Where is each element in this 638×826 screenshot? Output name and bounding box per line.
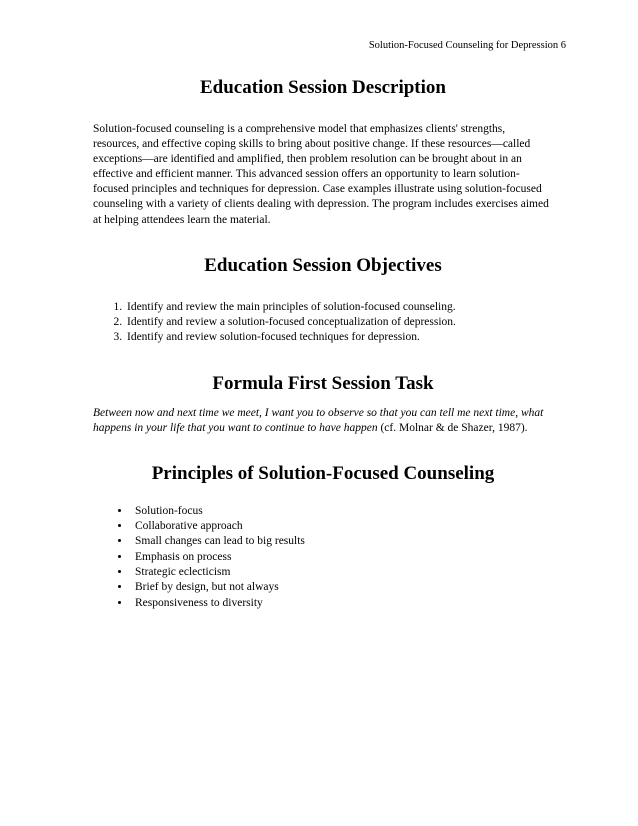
objective-item: 2. Identify and review a solution-focused conceptualization of depression. <box>125 315 553 330</box>
task-instruction: Between now and next time we meet, I want you to observe so that you can tell me next time, what happens in your life that you want to continue to have happen <box>93 406 544 434</box>
principles-list <box>93 504 553 611</box>
section-title-description: Education Session Description <box>200 77 446 98</box>
section-title-task: Formula First Session Task <box>212 372 434 394</box>
principle-item: • Responsiveness to diversity <box>131 596 553 611</box>
principle-item: • Strategic eclecticism <box>131 565 553 580</box>
running-head: Solution-Focused Counseling for Depression 6 <box>368 40 566 51</box>
section-title-objectives: Education Session Objectives <box>204 254 442 276</box>
objectives-list <box>93 300 553 346</box>
principle-item: • Collaborative approach <box>131 519 553 534</box>
task-citation: (cf. Molnar & de Shazer, 1987). <box>377 421 528 434</box>
objective-item: 3. Identify and review solution-focused techniques for depression. <box>125 330 553 345</box>
description-paragraph: Solution-focused counseling is a comprehensive model that emphasizes clients' strengths, resources, and effective coping skills to bring about positive change. If these resources—called exceptions—are identified and amplified, then problem resolution can be brought about in an effective and efficient manner. This advanced session offers an opportunity to learn solution-focused principles and techniques for depression. Case examples illustrate using solution-focused counseling with a variety of clients dealing with depression. The program includes exercises aimed at helping attendees learn the material. <box>93 123 549 226</box>
principle-item: • Emphasis on process <box>131 550 553 565</box>
principle-item: • Solution-focus <box>131 504 553 519</box>
page-content <box>93 76 553 611</box>
principle-item: • Brief by design, but not always <box>131 580 553 595</box>
objective-item: 1. Identify and review the main principles of solution-focused counseling. <box>125 300 553 315</box>
task-paragraph <box>93 406 553 436</box>
section-title-principles: Principles of Solution-Focused Counseling <box>151 462 495 484</box>
principle-item: • Small changes can lead to big results <box>131 534 553 549</box>
